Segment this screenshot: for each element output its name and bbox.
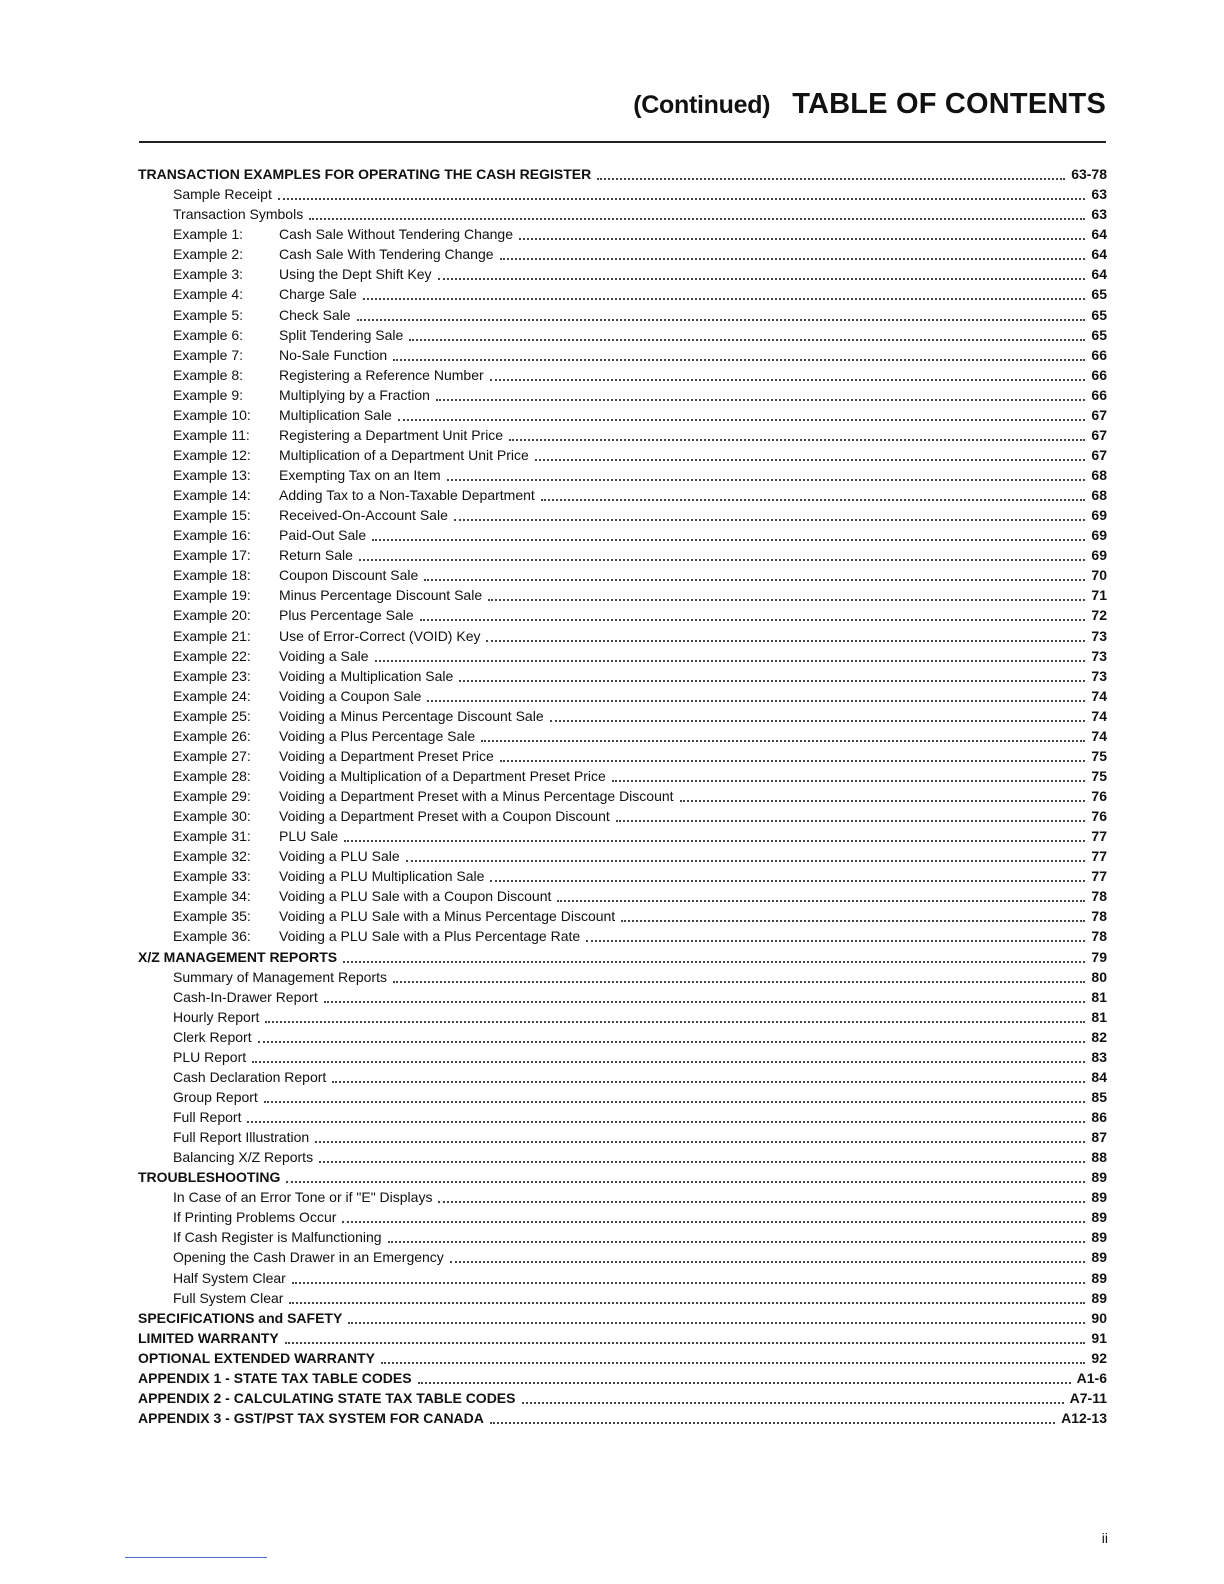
toc-entry xyxy=(138,1267,1107,1287)
dot-leader xyxy=(278,184,1086,200)
dot-leader xyxy=(388,1227,1086,1243)
toc-entry-label: Use of Error-Correct (VOID) Key xyxy=(279,627,481,644)
toc-entry xyxy=(138,585,1107,605)
toc-page-number: 89 xyxy=(1091,1189,1107,1206)
toc-page-number: 64 xyxy=(1091,226,1107,243)
dot-leader xyxy=(621,906,1085,922)
toc-entry-label: Received-On-Account Sale xyxy=(279,507,448,524)
page-title: TABLE OF CONTENTS xyxy=(792,88,1106,120)
dot-leader xyxy=(420,605,1086,621)
dot-leader xyxy=(343,947,1085,963)
toc-page-number: 63-78 xyxy=(1071,166,1107,183)
toc-entry xyxy=(138,505,1107,525)
toc-page-number: 81 xyxy=(1091,1008,1107,1025)
toc-entry-label: Full System Clear xyxy=(173,1289,284,1306)
dot-leader xyxy=(286,1167,1085,1183)
toc-page-number: 78 xyxy=(1091,888,1107,905)
toc-page-number: 75 xyxy=(1091,747,1107,764)
dot-leader xyxy=(454,505,1086,521)
toc-entry-label: Voiding a Coupon Sale xyxy=(279,687,422,704)
toc-page-number: 89 xyxy=(1091,1269,1107,1286)
toc-entry-label: X/Z MANAGEMENT REPORTS xyxy=(138,948,338,965)
toc-entry xyxy=(138,906,1107,926)
toc-entry xyxy=(138,826,1107,846)
toc-entry-label: Registering a Reference Number xyxy=(279,366,484,383)
toc-page-number: 63 xyxy=(1091,186,1107,203)
toc-page-number: 83 xyxy=(1091,1048,1107,1065)
toc-page-number: 89 xyxy=(1091,1209,1107,1226)
toc-section-entry xyxy=(138,1328,1107,1348)
toc-entry xyxy=(138,445,1107,465)
toc-example-number: Example 16: xyxy=(173,527,251,544)
toc-section-entry xyxy=(138,1408,1107,1428)
toc-entry xyxy=(138,666,1107,686)
dot-leader xyxy=(344,826,1085,842)
toc-section-entry xyxy=(138,164,1107,184)
toc-page-number: 67 xyxy=(1091,446,1107,463)
toc-example-number: Example 32: xyxy=(173,848,251,865)
toc-example-number: Example 19: xyxy=(173,587,251,604)
dot-leader xyxy=(375,646,1086,662)
toc-page-number: 74 xyxy=(1091,707,1107,724)
toc-example-number: Example 35: xyxy=(173,908,251,925)
toc-entry xyxy=(138,726,1107,746)
toc-entry-label: Registering a Department Unit Price xyxy=(279,426,504,443)
dot-leader xyxy=(597,164,1065,180)
dot-leader xyxy=(393,967,1085,983)
toc-page-number: A1-6 xyxy=(1076,1369,1107,1386)
dot-leader xyxy=(342,1207,1085,1223)
dot-leader xyxy=(535,445,1086,461)
toc-entry xyxy=(138,365,1107,385)
toc-entry-label: Voiding a Multiplication of a Department Preset Price xyxy=(279,767,606,784)
toc-entry xyxy=(138,806,1107,826)
toc-entry xyxy=(138,264,1107,284)
toc-example-number: Example 34: xyxy=(173,888,251,905)
toc-entry-label: Voiding a Sale xyxy=(279,647,369,664)
toc-entry xyxy=(138,1127,1107,1147)
toc-entry-label: Voiding a PLU Sale with a Minus Percentage Discount xyxy=(279,908,616,925)
toc-entry-label: Plus Percentage Sale xyxy=(279,607,414,624)
dot-leader xyxy=(289,1288,1085,1304)
toc-page-number: 76 xyxy=(1091,788,1107,804)
footer-line xyxy=(125,1557,267,1558)
toc-entry xyxy=(138,1187,1107,1207)
toc-entry-label: Voiding a PLU Sale xyxy=(279,848,400,865)
toc-entry-label: Adding Tax to a Non-Taxable Department xyxy=(279,487,535,504)
toc-entry xyxy=(138,1007,1107,1027)
toc-page-number: 69 xyxy=(1091,527,1107,544)
dot-leader xyxy=(372,525,1085,541)
dot-leader xyxy=(522,1388,1064,1404)
toc-entry-label: Group Report xyxy=(173,1088,258,1105)
toc-entry xyxy=(138,345,1107,365)
dot-leader xyxy=(409,325,1085,341)
toc-example-number: Example 24: xyxy=(173,687,251,704)
toc-entry xyxy=(138,766,1107,786)
toc-page-number: 77 xyxy=(1091,868,1107,885)
toc-entry xyxy=(138,545,1107,565)
toc-entry xyxy=(138,646,1107,666)
dot-leader xyxy=(541,485,1086,501)
dot-leader xyxy=(438,1187,1085,1203)
toc-entry-label: Voiding a PLU Multiplication Sale xyxy=(279,868,485,885)
toc-example-number: Example 4: xyxy=(173,286,244,303)
toc-page-number: 67 xyxy=(1091,426,1107,443)
toc-example-number: Example 23: xyxy=(173,667,251,684)
toc-entry-label: APPENDIX 2 - CALCULATING STATE TAX TABLE CODES xyxy=(138,1389,516,1406)
toc-entry-label: If Printing Problems Occur xyxy=(173,1209,337,1226)
toc-page-number: 90 xyxy=(1091,1309,1107,1326)
toc-page-number: 77 xyxy=(1091,828,1107,845)
toc-example-number: Example 25: xyxy=(173,707,251,724)
dot-leader xyxy=(519,224,1085,240)
toc-entry xyxy=(138,746,1107,766)
toc-entry-label: Check Sale xyxy=(279,306,351,323)
dot-leader xyxy=(258,1027,1086,1043)
toc-entry-label: Return Sale xyxy=(279,547,353,564)
toc-example-number: Example 11: xyxy=(173,426,250,443)
toc-entry-label: Cash-In-Drawer Report xyxy=(173,988,318,1005)
dot-leader xyxy=(500,244,1086,260)
toc-entry xyxy=(138,304,1107,324)
dot-leader xyxy=(509,425,1085,441)
toc-page-number: 89 xyxy=(1091,1169,1107,1186)
toc-page-number: 68 xyxy=(1091,467,1107,483)
toc-entry-label: Voiding a Minus Percentage Discount Sale xyxy=(279,707,544,724)
toc-entry-label: Charge Sale xyxy=(279,286,357,303)
toc-entry xyxy=(138,525,1107,545)
toc-entry xyxy=(138,224,1107,244)
toc-page-number: 80 xyxy=(1091,968,1107,985)
dot-leader xyxy=(490,365,1086,381)
toc-entry-label: APPENDIX 1 - STATE TAX TABLE CODES xyxy=(138,1369,412,1386)
dot-leader xyxy=(436,385,1085,401)
toc-entry-label: Voiding a Plus Percentage Sale xyxy=(279,727,476,744)
dot-leader xyxy=(292,1268,1086,1284)
toc-page-number: 64 xyxy=(1091,246,1107,263)
toc-page-number: 65 xyxy=(1091,326,1107,343)
toc-page-number: 89 xyxy=(1091,1289,1107,1306)
dot-leader xyxy=(324,987,1086,1003)
dot-leader xyxy=(450,1247,1086,1263)
toc-entry-label: In Case of an Error Tone or if "E" Displays xyxy=(173,1189,433,1206)
toc-page-number: 73 xyxy=(1091,627,1107,644)
toc-entry-label: Voiding a PLU Sale with a Coupon Discount xyxy=(279,888,552,905)
toc-page-number: 91 xyxy=(1091,1329,1107,1346)
toc-entry-label: PLU Sale xyxy=(279,828,339,845)
toc-page-number: 66 xyxy=(1091,386,1107,403)
page-number: ii xyxy=(1101,1530,1108,1546)
toc-example-number: Example 12: xyxy=(173,446,251,463)
dot-leader xyxy=(264,1087,1086,1103)
toc-example-number: Example 9: xyxy=(173,386,244,403)
toc-entry-label: Cash Declaration Report xyxy=(173,1068,327,1085)
toc-entry xyxy=(138,244,1107,264)
dot-leader xyxy=(488,585,1085,601)
toc-entry-label: LIMITED WARRANTY xyxy=(138,1329,279,1346)
toc-page-number: 81 xyxy=(1091,988,1107,1005)
toc-entry-label: Using the Dept Shift Key xyxy=(279,266,432,283)
toc-entry-label: Voiding a Department Preset with a Coupon Discount xyxy=(279,808,610,825)
dot-leader xyxy=(447,465,1086,481)
toc-entry xyxy=(138,405,1107,425)
toc-example-number: Example 17: xyxy=(173,547,251,564)
toc-entry xyxy=(138,284,1107,304)
toc-page-number: 68 xyxy=(1091,487,1107,504)
dot-leader xyxy=(612,766,1086,782)
toc-entry xyxy=(138,204,1107,224)
toc-entry xyxy=(138,886,1107,906)
toc-page-number: 87 xyxy=(1091,1129,1107,1146)
toc-entry-label: OPTIONAL EXTENDED WARRANTY xyxy=(138,1349,375,1366)
toc-example-number: Example 36: xyxy=(173,928,251,945)
toc-entry-label: Sample Receipt xyxy=(173,186,272,203)
dot-leader xyxy=(285,1328,1086,1344)
toc-example-number: Example 3: xyxy=(173,266,244,283)
toc-entry-label: Balancing X/Z Reports xyxy=(173,1149,314,1166)
dot-leader xyxy=(359,545,1085,561)
toc-example-number: Example 20: xyxy=(173,607,251,624)
toc-entry-label: Paid-Out Sale xyxy=(279,527,367,544)
toc-section-entry xyxy=(138,1167,1107,1187)
dot-leader xyxy=(424,565,1085,581)
toc-example-number: Example 6: xyxy=(173,326,244,343)
toc-page-number: 84 xyxy=(1091,1068,1107,1085)
toc-entry xyxy=(138,1227,1107,1247)
toc-entry-label: Opening the Cash Drawer in an Emergency xyxy=(173,1249,444,1266)
toc-entry xyxy=(138,1107,1107,1127)
dot-leader xyxy=(459,666,1085,682)
toc-entry-label: Hourly Report xyxy=(173,1008,260,1025)
header-rule xyxy=(139,141,1106,143)
toc-entry-label: Voiding a Multiplication Sale xyxy=(279,667,454,684)
dot-leader xyxy=(490,866,1085,882)
toc-entry-label: Voiding a Department Preset with a Minus Percentage Discount xyxy=(279,788,674,804)
toc-example-number: Example 5: xyxy=(173,306,244,323)
toc-entry-label: Clerk Report xyxy=(173,1028,252,1045)
toc-page-number: 70 xyxy=(1091,567,1107,584)
dot-leader xyxy=(481,726,1085,742)
toc-page-number: 66 xyxy=(1091,346,1107,363)
toc-entry xyxy=(138,786,1107,806)
toc-example-number: Example 31: xyxy=(173,828,251,845)
toc-entry-label: Multiplication Sale xyxy=(279,406,392,423)
toc-page-number: 65 xyxy=(1091,306,1107,323)
toc-page-number: 88 xyxy=(1091,1149,1107,1166)
toc-page-number: 76 xyxy=(1091,808,1107,825)
toc-entry xyxy=(138,385,1107,405)
toc-page-number: 77 xyxy=(1091,848,1107,865)
toc-entry xyxy=(138,1047,1107,1067)
toc-section-entry xyxy=(138,1308,1107,1328)
toc-entry-label: Voiding a Department Preset Price xyxy=(279,747,494,764)
toc-section-entry xyxy=(138,1368,1107,1388)
toc-entry xyxy=(138,485,1107,505)
toc-example-number: Example 30: xyxy=(173,808,251,825)
toc-page-number: 78 xyxy=(1091,908,1107,925)
dot-leader xyxy=(500,746,1086,762)
toc-page-number: 69 xyxy=(1091,547,1107,564)
toc-entry-label: Multiplying by a Fraction xyxy=(279,386,430,403)
toc-page-number: 71 xyxy=(1091,587,1107,604)
toc-entry-label: Half System Clear xyxy=(173,1269,286,1286)
toc-example-number: Example 27: xyxy=(173,747,251,764)
dot-leader xyxy=(438,264,1086,280)
toc-page-number: 66 xyxy=(1091,366,1107,383)
dot-leader xyxy=(319,1147,1085,1163)
toc-entry-label: TROUBLESHOOTING xyxy=(138,1169,281,1186)
toc-section-entry xyxy=(138,1348,1107,1368)
continued-label: (Continued) xyxy=(633,91,771,119)
toc-entry xyxy=(138,184,1107,204)
toc-entry xyxy=(138,846,1107,866)
toc-entry-label: Exempting Tax on an Item xyxy=(279,467,441,483)
toc-entry xyxy=(138,1207,1107,1227)
toc-section-entry xyxy=(138,1388,1107,1408)
toc-page-number: 67 xyxy=(1091,406,1107,423)
toc-example-number: Example 10: xyxy=(173,406,251,423)
toc-entry xyxy=(138,1288,1107,1308)
toc-entry-label: Split Tendering Sale xyxy=(279,326,404,343)
toc-entry xyxy=(138,1027,1107,1047)
toc-entry xyxy=(138,325,1107,345)
toc-entry-label: Summary of Management Reports xyxy=(173,968,387,985)
toc-page-number: 85 xyxy=(1091,1088,1107,1105)
dot-leader xyxy=(332,1067,1085,1083)
toc-entry-label: APPENDIX 3 - GST/PST TAX SYSTEM FOR CANADA xyxy=(138,1409,484,1426)
toc-example-number: Example 15: xyxy=(173,507,251,524)
toc-entry-label: If Cash Register is Malfunctioning xyxy=(173,1229,382,1246)
toc-page-number: 72 xyxy=(1091,607,1107,624)
toc-example-number: Example 13: xyxy=(173,467,251,483)
toc-entry-label: Voiding a PLU Sale with a Plus Percentage Rate xyxy=(279,928,581,945)
dot-leader xyxy=(393,345,1085,361)
toc-example-number: Example 14: xyxy=(173,487,251,504)
toc-entry xyxy=(138,926,1107,946)
toc-page-number: 69 xyxy=(1091,507,1107,524)
toc-entry xyxy=(138,866,1107,886)
toc-entry-label: Coupon Discount Sale xyxy=(279,567,419,584)
toc-entry xyxy=(138,987,1107,1007)
dot-leader xyxy=(265,1007,1085,1023)
toc-entry xyxy=(138,625,1107,645)
toc-example-number: Example 18: xyxy=(173,567,251,584)
toc-entry-label: PLU Report xyxy=(173,1048,247,1065)
toc-entry xyxy=(138,605,1107,625)
toc-page-number: 65 xyxy=(1091,286,1107,303)
toc-example-number: Example 33: xyxy=(173,868,251,885)
toc-page-number: 63 xyxy=(1091,206,1107,223)
toc-entry-label: Cash Sale With Tendering Change xyxy=(279,246,494,263)
toc-example-number: Example 2: xyxy=(173,246,244,263)
toc-page-number: 73 xyxy=(1091,647,1107,664)
toc-entry xyxy=(138,565,1107,585)
dot-leader xyxy=(357,305,1086,321)
dot-leader xyxy=(550,706,1086,722)
dot-leader xyxy=(616,806,1086,822)
toc-entry xyxy=(138,967,1107,987)
dot-leader xyxy=(247,1107,1085,1123)
toc-entry xyxy=(138,1147,1107,1167)
dot-leader xyxy=(486,626,1085,642)
toc-page-number: 75 xyxy=(1091,767,1107,784)
toc-page-number: 82 xyxy=(1091,1028,1107,1045)
dot-leader xyxy=(315,1127,1085,1143)
dot-leader xyxy=(406,846,1086,862)
toc-page-number: 78 xyxy=(1091,928,1107,945)
toc-example-number: Example 8: xyxy=(173,366,244,383)
toc-example-number: Example 28: xyxy=(173,767,251,784)
toc-example-number: Example 21: xyxy=(173,627,251,644)
toc-example-number: Example 7: xyxy=(173,346,244,363)
toc-entry-label: TRANSACTION EXAMPLES FOR OPERATING THE CASH REGISTER xyxy=(138,166,592,183)
toc-section-entry xyxy=(138,946,1107,966)
dot-leader xyxy=(252,1047,1085,1063)
toc-page-number: 79 xyxy=(1091,948,1107,965)
toc-page-number: 89 xyxy=(1091,1249,1107,1266)
table-of-contents xyxy=(138,164,1107,1428)
dot-leader xyxy=(398,405,1086,421)
toc-page-number: 92 xyxy=(1091,1349,1107,1366)
toc-entry-label: No-Sale Function xyxy=(279,346,388,363)
dot-leader xyxy=(490,1408,1055,1424)
toc-page-number: 74 xyxy=(1091,687,1107,704)
toc-example-number: Example 26: xyxy=(173,727,251,744)
page-header xyxy=(633,88,1106,121)
toc-page-number: A12-13 xyxy=(1061,1409,1107,1426)
toc-entry-label: Minus Percentage Discount Sale xyxy=(279,587,483,604)
dot-leader xyxy=(381,1348,1085,1364)
toc-page-number: 86 xyxy=(1091,1109,1107,1125)
toc-example-number: Example 1: xyxy=(173,226,244,243)
dot-leader xyxy=(586,926,1085,942)
toc-entry-label: Cash Sale Without Tendering Change xyxy=(279,226,514,243)
toc-entry-label: Multiplication of a Department Unit Price xyxy=(279,446,529,463)
dot-leader xyxy=(309,204,1085,220)
toc-example-number: Example 29: xyxy=(173,788,251,804)
toc-entry-label: Full Report xyxy=(173,1109,242,1125)
dot-leader xyxy=(363,284,1086,300)
toc-entry-label: Transaction Symbols xyxy=(173,206,304,223)
toc-entry xyxy=(138,686,1107,706)
dot-leader xyxy=(680,786,1086,802)
toc-page-number: 89 xyxy=(1091,1229,1107,1246)
toc-page-number: 64 xyxy=(1091,266,1107,283)
toc-page-number: 74 xyxy=(1091,727,1107,744)
toc-entry xyxy=(138,1087,1107,1107)
toc-entry xyxy=(138,465,1107,485)
toc-entry xyxy=(138,425,1107,445)
dot-leader xyxy=(427,686,1085,702)
dot-leader xyxy=(418,1368,1071,1384)
toc-entry xyxy=(138,1247,1107,1267)
toc-page-number: 73 xyxy=(1091,667,1107,684)
toc-entry xyxy=(138,1067,1107,1087)
toc-example-number: Example 22: xyxy=(173,647,251,664)
dot-leader xyxy=(348,1308,1085,1324)
toc-entry xyxy=(138,706,1107,726)
toc-entry-label: Full Report Illustration xyxy=(173,1129,310,1146)
toc-page-number: A7-11 xyxy=(1069,1389,1107,1406)
toc-entry-label: SPECIFICATIONS and SAFETY xyxy=(138,1309,343,1326)
dot-leader xyxy=(557,886,1085,902)
